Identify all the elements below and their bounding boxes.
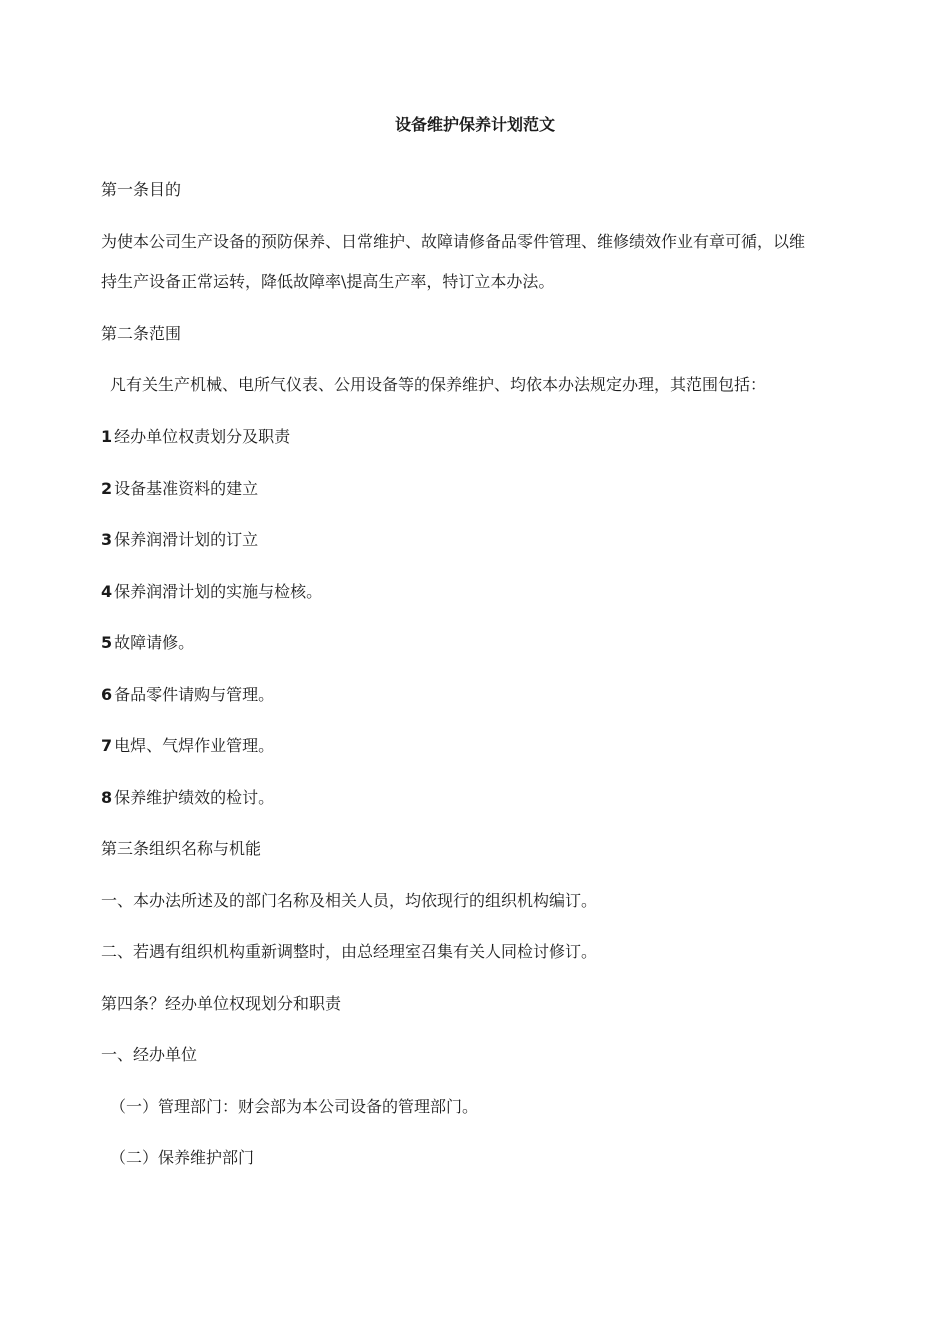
scope-list-item xyxy=(101,528,861,552)
document-title: 设备维护保养计划范文 xyxy=(394,115,555,134)
scope-list-item xyxy=(101,580,861,604)
scope-item-number: 6 xyxy=(101,685,113,704)
scope-list-item xyxy=(101,786,861,810)
scope-item-text: 保养维护绩效的检讨。 xyxy=(114,788,275,807)
scope-item-number: 8 xyxy=(101,788,113,807)
article-4-subsection-1-item-2: （二）保养维护部门 xyxy=(110,1148,255,1167)
scope-item-text: 设备基准资料的建立 xyxy=(114,479,259,498)
scope-item-text: 故障请修。 xyxy=(114,633,195,652)
article-4-subsection-1: 一、经办单位 xyxy=(101,1045,198,1064)
scope-item-number: 7 xyxy=(101,736,113,755)
scope-item-number: 5 xyxy=(101,633,113,652)
article-3-line-1: 一、本办法所述及的部门名称及相关人员，均依现行的组织机构编订。 xyxy=(101,891,598,910)
article-2-heading: 第二条范围 xyxy=(101,324,182,343)
article-2-intro: 凡有关生产机械、电所气仪表、公用设备等的保养维护、均依本办法规定办理，其范围包括： xyxy=(110,375,767,394)
article-3-heading: 第三条组织名称与机能 xyxy=(101,839,262,858)
scope-list-item xyxy=(101,734,861,758)
article-4-heading: 第四条？经办单位权现划分和职责 xyxy=(101,994,342,1013)
scope-item-text: 保养润滑计划的实施与检核。 xyxy=(114,582,323,601)
scope-item-text: 保养润滑计划的订立 xyxy=(114,530,259,549)
article-1-heading: 第一条目的 xyxy=(101,180,182,199)
scope-item-number: 3 xyxy=(101,530,113,549)
article-1-body-line-1: 为使本公司生产设备的预防保养、日常维护、故障请修备品零件管理、维修绩效作业有章可循，以维 xyxy=(101,232,806,251)
article-1-body-line-2: 持生产设备正常运转，降低故障率\提高生产率，特订立本办法。 xyxy=(101,272,555,291)
scope-item-number: 1 xyxy=(101,427,113,446)
scope-item-text: 备品零件请购与管理。 xyxy=(114,685,275,704)
scope-item-text: 电焊、气焊作业管理。 xyxy=(114,736,275,755)
scope-list-item xyxy=(101,683,861,707)
article-3-line-2: 二、若遇有组织机构重新调整时，由总经理室召集有关人同检讨修订。 xyxy=(101,942,598,961)
scope-list-item xyxy=(101,477,861,501)
scope-item-text: 经办单位权责划分及职责 xyxy=(114,427,291,446)
scope-item-number: 2 xyxy=(101,479,113,498)
scope-list-item xyxy=(101,425,861,449)
article-4-subsection-1-item-1: （一）管理部门：财会部为本公司设备的管理部门。 xyxy=(110,1097,479,1116)
scope-list-item xyxy=(101,631,861,655)
scope-item-number: 4 xyxy=(101,582,113,601)
